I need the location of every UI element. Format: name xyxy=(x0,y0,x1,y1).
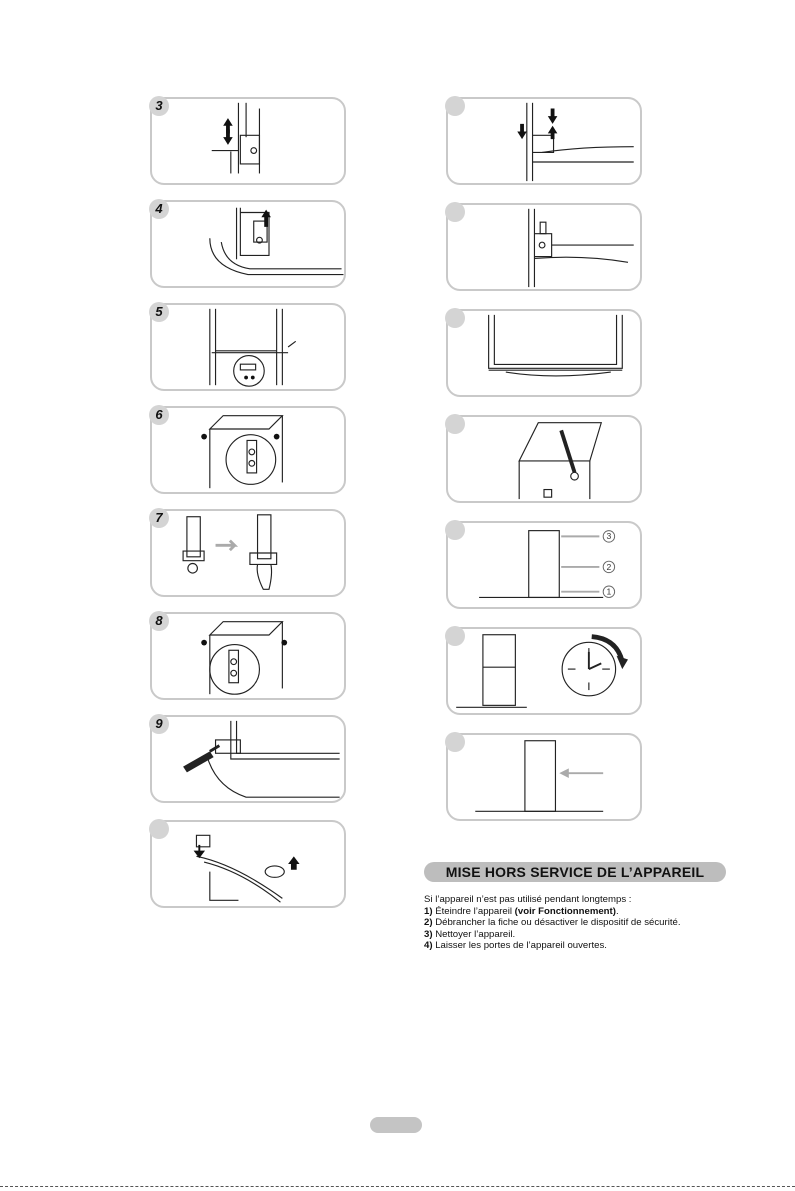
item-number: 2) xyxy=(424,917,433,929)
item-number: 1) xyxy=(424,905,433,917)
step-card-7 xyxy=(150,509,346,597)
level-label-1: 1 xyxy=(606,586,612,597)
door-screwdriver-illustration xyxy=(152,717,344,801)
step-card-11 xyxy=(446,97,642,185)
step-number: 4 xyxy=(149,199,169,219)
step-card-17 xyxy=(446,733,642,821)
instruction-item-2 xyxy=(424,917,681,929)
lower-hinge-illustration xyxy=(448,99,640,183)
step-number: 7 xyxy=(149,508,169,528)
waiting-clock-illustration xyxy=(448,629,640,713)
step-number: 8 xyxy=(149,611,169,631)
door-cap-illustration xyxy=(152,822,344,906)
step-card-12 xyxy=(446,203,642,291)
level-label-3: 3 xyxy=(606,531,612,542)
bracket-wrench-illustration xyxy=(152,511,344,595)
cabinet-front-illustration xyxy=(448,311,640,395)
step-card-3 xyxy=(150,97,346,185)
step-card-16 xyxy=(446,627,642,715)
step-card-4 xyxy=(150,200,346,288)
cabinet-hinge-zoom-illustration xyxy=(152,408,344,492)
item-text: Débrancher la fiche ou désactiver le dispositif de sécurité. xyxy=(435,917,681,929)
bottom-dashed-rule xyxy=(0,1186,795,1187)
item-text: Nettoyer l’appareil. xyxy=(435,928,516,940)
page-number-pill xyxy=(370,1117,422,1133)
step-card-10 xyxy=(150,820,346,908)
item-text: Éteindre l’appareil xyxy=(435,905,515,917)
leveling-illustration xyxy=(448,523,640,607)
step-card-13 xyxy=(446,309,642,397)
item-emphasis: (voir Fonctionnement) xyxy=(514,905,616,917)
step-number: 3 xyxy=(149,96,169,116)
step-card-5 xyxy=(150,303,346,391)
instructions-text xyxy=(424,894,681,952)
step-card-9 xyxy=(150,715,346,803)
level-label-2: 2 xyxy=(606,561,612,572)
step-card-15 xyxy=(446,521,642,609)
cabinet-top-illustration xyxy=(152,305,344,389)
hinge-cover-illustration xyxy=(152,202,344,286)
item-punct: . xyxy=(615,905,619,917)
fridge-upright-illustration xyxy=(448,735,640,819)
hinge-detail-illustration xyxy=(152,99,344,183)
step-number: 6 xyxy=(149,405,169,425)
step-card-8 xyxy=(150,612,346,700)
intro-line: Si l’appareil n’est pas utilisé pendant longtemps : xyxy=(424,894,632,905)
item-number: 4) xyxy=(424,940,433,952)
section-title-bar: MISE HORS SERVICE DE L’APPAREIL xyxy=(424,862,726,882)
step-card-14 xyxy=(446,415,642,503)
cabinet-hinge-refit-illustration xyxy=(152,614,344,698)
hinge-pin-illustration xyxy=(448,205,640,289)
item-number: 3) xyxy=(424,928,433,940)
fridge-top-view-illustration xyxy=(448,417,640,501)
instruction-item-1 xyxy=(424,906,681,918)
instruction-item-4 xyxy=(424,940,681,952)
item-text: Laisser les portes de l’appareil ouvertes. xyxy=(435,940,607,952)
step-number: 9 xyxy=(149,714,169,734)
step-number: 5 xyxy=(149,302,169,322)
step-card-6 xyxy=(150,406,346,494)
instruction-item-3 xyxy=(424,929,681,941)
